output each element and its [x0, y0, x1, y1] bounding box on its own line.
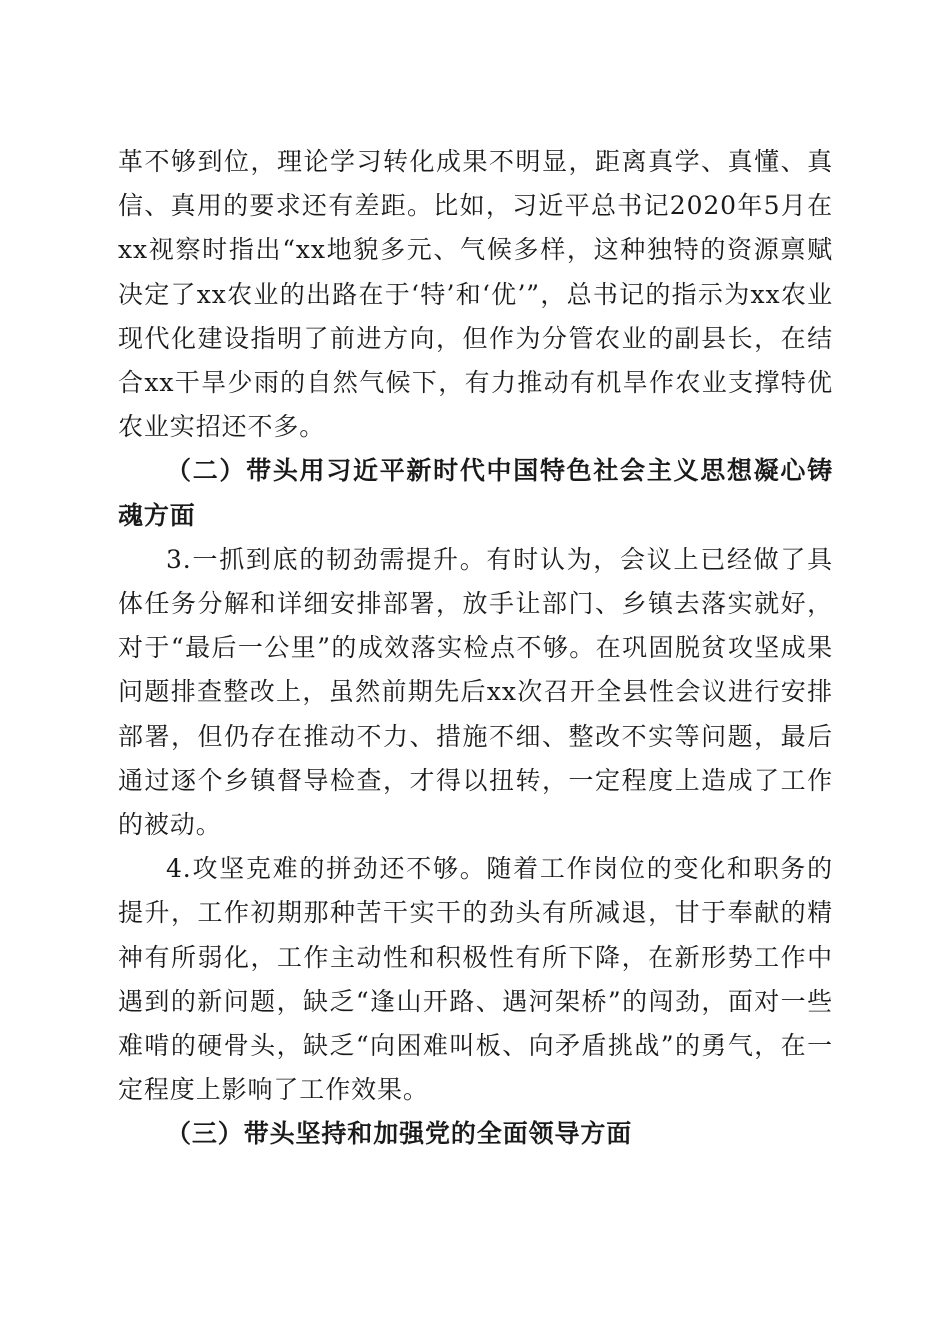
section-heading-2: （二）带头用习近平新时代中国特色社会主义思想凝心铸魂方面: [118, 456, 833, 530]
section-heading-3: （三）带头坚持和加强党的全面领导方面: [166, 1119, 633, 1149]
document-body: [118, 140, 833, 1157]
paragraph-item-3: 3.一抓到底的韧劲需提升。有时认为，会议上已经做了具体任务分解和详细安排部署，放手让部门、乡镇去落实就好，对于“最后一公里”的成效落实检点不够。在巩固脱贫攻坚成果问题排查整改上，虽然前期先后xx次召开全县性会议进行安排部署，但仍存在推动不力、措施不细、整改不实等问题，最后通过逐个乡镇督导检查，才得以扭转，一定程度上造成了工作的被动。: [118, 544, 833, 840]
paragraph-item-4: 4.攻坚克难的拼劲还不够。随着工作岗位的变化和职务的提升，工作初期那种苦干实干的劲头有所减退，甘于奉献的精神有所弱化，工作主动性和积极性有所下降，在新形势工作中遇到的新问题，缺乏“逢山开路、遇河架桥”的闯劲，面对一些难啃的硬骨头，缺乏“向困难叫板、向矛盾挑战”的勇气，在一定程度上影响了工作效果。: [118, 854, 833, 1105]
paragraph-continuation: 革不够到位，理论学习转化成果不明显，距离真学、真懂、真信、真用的要求还有差距。比如，习近平总书记2020年5月在xx视察时指出“xx地貌多元、气候多样，这种独特的资源禀赋决定了xx农业的出路在于‘特’和‘优’”，总书记的指示为xx农业现代化建设指明了前进方向，但作为分管农业的副县长，在结合xx干旱少雨的自然气候下，有力推动有机旱作农业支撑特优农业实招还不多。: [118, 147, 833, 442]
